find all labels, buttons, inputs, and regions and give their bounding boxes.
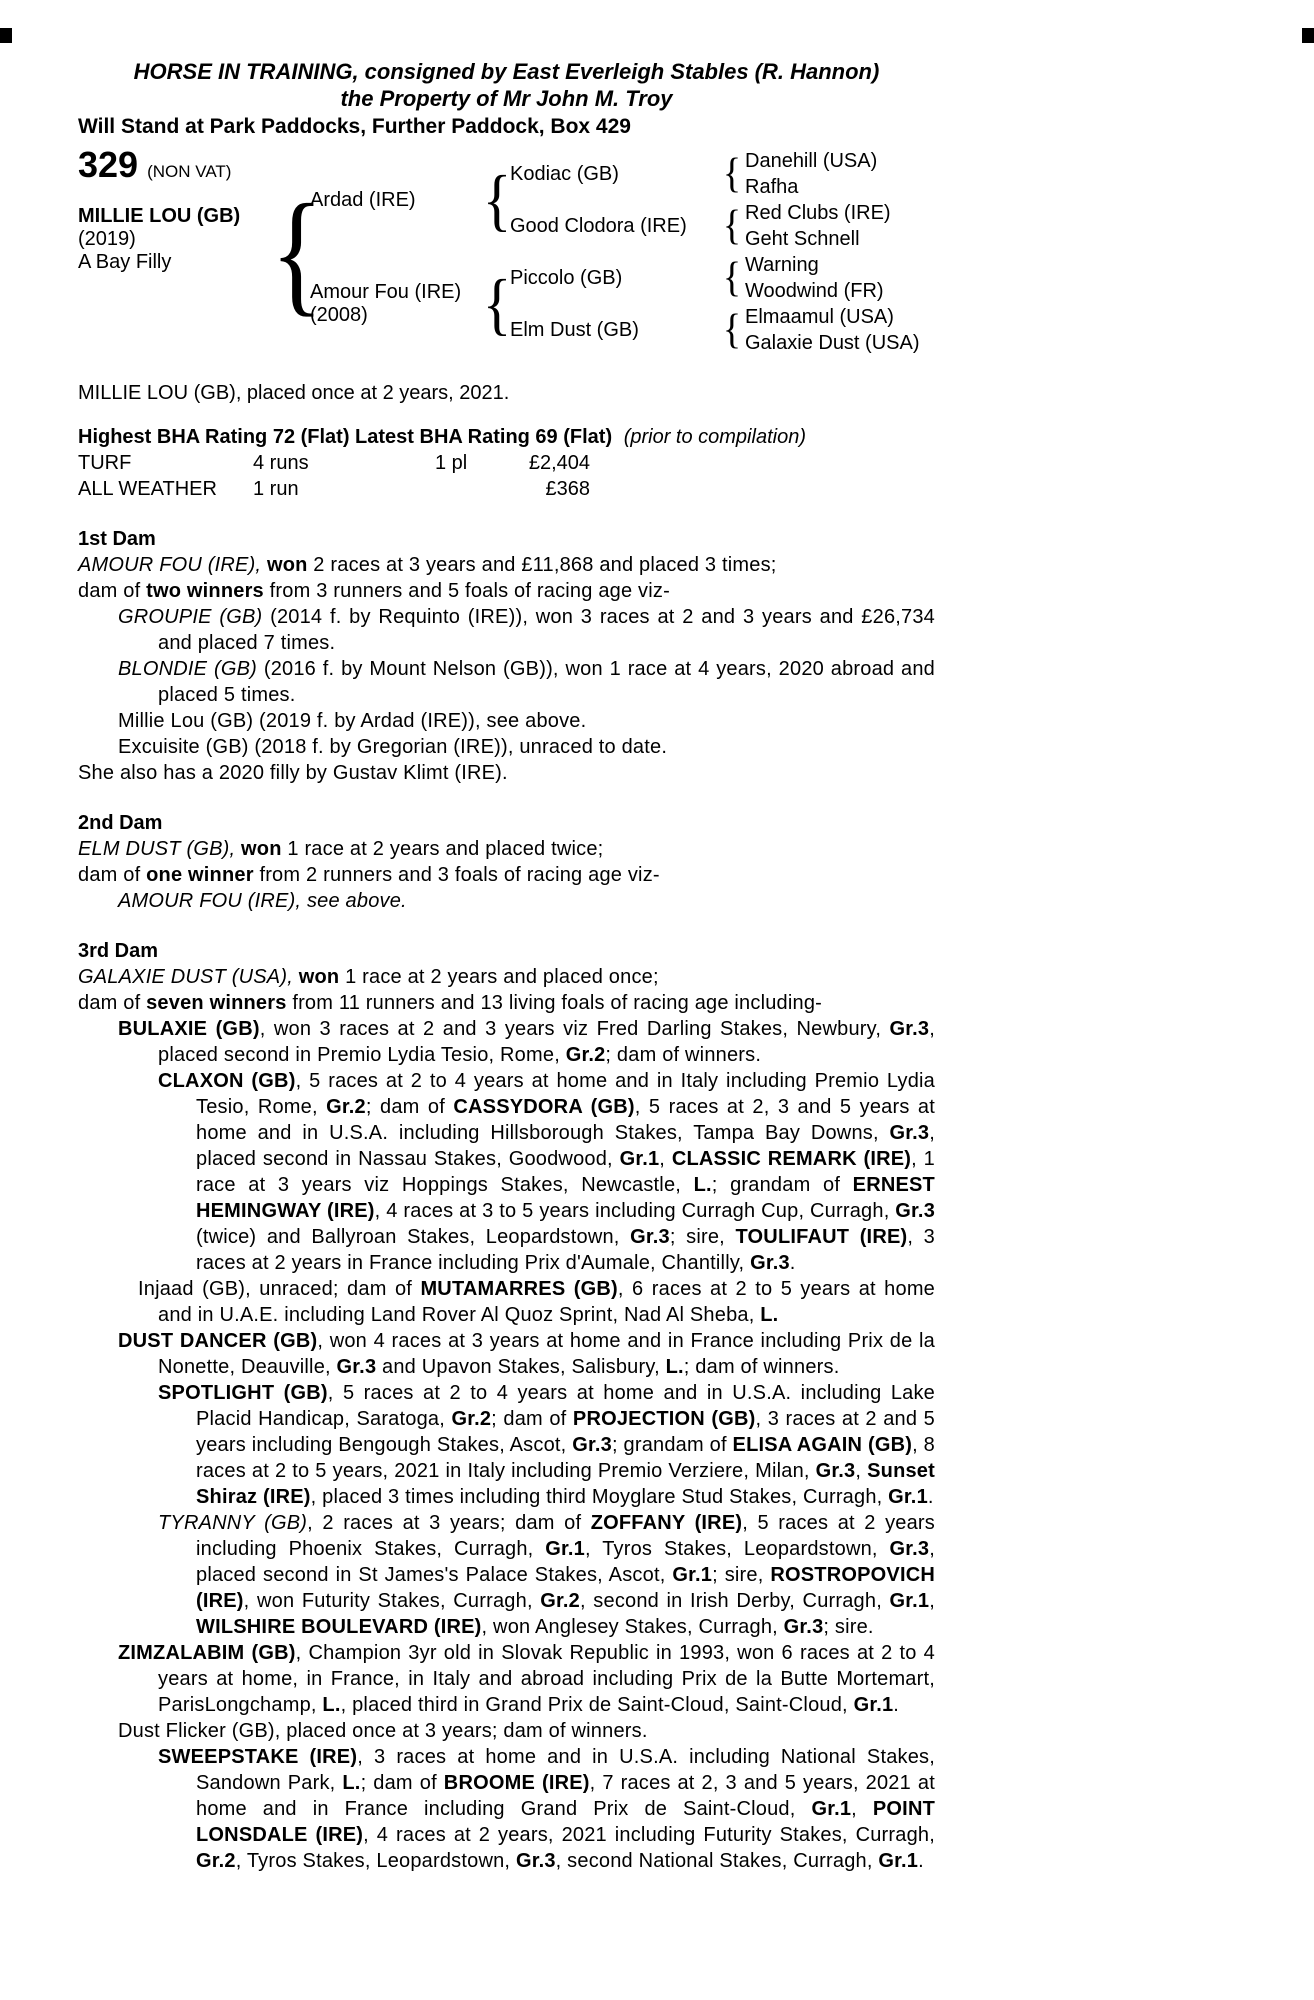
text-segment: Gr.2 (540, 1590, 580, 1612)
crop-mark-left (0, 28, 12, 43)
stand-location-line: Will Stand at Park Paddocks, Further Paddock, Box 429 (78, 115, 631, 138)
pedigree-paragraph (78, 964, 935, 990)
lot-vat-status: (NON VAT) (147, 162, 232, 181)
dam-sections (78, 526, 935, 1874)
pedigree-brace-sire: { (482, 162, 512, 238)
text-segment: ; sire, (669, 1226, 736, 1248)
text-segment: Gr.3 (336, 1356, 377, 1378)
dam-name: Amour Fou (IRE) (310, 281, 462, 303)
pedigree-gen2-name: Good Clodora (IRE) (510, 215, 687, 237)
text-segment: Gr.1 (672, 1564, 713, 1586)
text-segment: AMOUR FOU (IRE), (78, 554, 267, 576)
bha-rating-text: Highest BHA Rating 72 (Flat) Latest BHA Rating 69 (Flat) (78, 426, 613, 448)
pedigree-paragraph (78, 604, 935, 656)
text-segment: , 4 races at 2 years, 2021 including Futurity Stakes, Curragh, (363, 1824, 935, 1846)
text-segment: TOULIFAUT (IRE) (735, 1226, 908, 1248)
text-segment: won (298, 966, 340, 988)
text-segment: , 3 races at home and in U.S.A. including National Stakes, Sandown Park, (196, 1746, 936, 1794)
text-segment: ; grandam of (711, 1174, 853, 1196)
text-segment: BROOME (IRE) (443, 1772, 590, 1794)
dam-foaling-year: (2008) (310, 304, 368, 326)
text-segment: , 6 races at 2 to 5 years at home and in U.A.E. including Land Rover Al Quoz Sprint, Nad Al Sheba, (158, 1278, 936, 1326)
rating-note: (prior to compilation) (623, 426, 806, 448)
lot-block (78, 144, 284, 356)
pedigree-paragraph (78, 760, 935, 786)
text-segment: , 5 races at 2 years including Phoenix Stakes, Curragh, (196, 1512, 935, 1560)
text-segment: ROSTROPOVICH (IRE) (196, 1564, 935, 1612)
pedigree-gen2-name: Piccolo (GB) (510, 267, 623, 289)
crop-mark-right (1302, 28, 1314, 43)
pedigree-brace-gen3: { (722, 306, 742, 354)
dam-block (310, 252, 484, 356)
text-segment: . (789, 1252, 796, 1274)
text-segment: Injaad (GB), unraced; dam of (138, 1278, 421, 1300)
text-segment: POINT LONSDALE (IRE) (196, 1798, 936, 1846)
text-segment: ZIMZALABIM (GB) (118, 1642, 296, 1664)
pedigree-paragraph (78, 1016, 935, 1068)
text-segment: , placed second in Nassau Stakes, Goodwood, (196, 1122, 935, 1170)
text-segment: ZOFFANY (IRE) (590, 1512, 743, 1534)
text-segment: Gr.2 (326, 1096, 366, 1118)
foaling-year: (2019) (78, 228, 136, 250)
text-segment: GROUPIE (GB) (118, 606, 271, 628)
runs-value: 4 runs (253, 452, 309, 474)
text-segment: 1 race at 2 years and placed twice; (281, 838, 604, 860)
pedigree-gen3-name: Elmaamul (USA) (745, 306, 894, 328)
text-segment: , 2 races at 3 years; dam of (307, 1512, 591, 1534)
text-segment: ; sire. (823, 1616, 874, 1638)
text-segment: dam of (78, 992, 147, 1014)
text-segment: , Tyros Stakes, Leopardstown, (584, 1538, 890, 1560)
text-segment: Gr.3 (515, 1850, 556, 1872)
dam-section-heading: 2nd Dam (78, 812, 163, 834)
text-segment: WILSHIRE BOULEVARD (IRE) (196, 1616, 482, 1638)
text-segment: , won Anglesey Stakes, Curragh, (481, 1616, 784, 1638)
pedigree-paragraph (78, 1640, 935, 1718)
text-segment: Gr.3 (815, 1460, 856, 1482)
text-segment: , 4 races at 3 to 5 years including Curragh Cup, Curragh, (374, 1200, 896, 1222)
pedigree-gen2-name: Kodiac (GB) (510, 163, 619, 185)
pedigree-paragraph (78, 1328, 935, 1380)
text-segment: L. (665, 1356, 684, 1378)
text-segment: Gr.3 (630, 1226, 670, 1248)
lot-number: 329 (78, 144, 139, 185)
text-segment: L. (760, 1304, 779, 1326)
text-segment: , (929, 1590, 935, 1612)
text-segment: , (855, 1460, 868, 1482)
text-segment: MUTAMARRES (GB) (420, 1278, 618, 1300)
pedigree-paragraph (78, 990, 935, 1016)
pedigree-paragraph (78, 578, 935, 604)
pedigree-gen2-name: Elm Dust (GB) (510, 319, 639, 341)
pedigree-paragraph (78, 888, 935, 914)
text-segment: , 3 races at 2 years in France including Prix d'Aumale, Chantilly, (196, 1226, 936, 1274)
pedigree-paragraph (78, 836, 935, 862)
text-segment: , placed 3 times including third Moyglare Stud Stakes, Curragh, (310, 1486, 889, 1508)
text-segment: L. (322, 1694, 341, 1716)
runs-value: 1 run (253, 478, 299, 500)
text-segment: from 2 runners and 3 foals of racing age viz- (253, 864, 660, 886)
text-segment: , won 3 races at 2 and 3 years viz Fred Darling Stakes, Newbury, (259, 1018, 890, 1040)
text-segment: ; dam of (491, 1408, 573, 1430)
text-segment: CLAXON (GB) (158, 1070, 296, 1092)
pedigree-gen3-name: Warning (745, 254, 819, 276)
text-segment: , 7 races at 2, 3 and 5 years, 2021 at home and in France including Grand Prix de Saint-Cloud, (196, 1772, 935, 1820)
text-segment: Gr.2 (196, 1850, 236, 1872)
pedigree-gen3-name: Red Clubs (IRE) (745, 202, 891, 224)
text-segment: , 3 races at 2 and 5 years including Bengough Stakes, Ascot, (196, 1408, 935, 1456)
text-segment: 1 race at 2 years and placed once; (339, 966, 659, 988)
text-segment: , second in Irish Derby, Curragh, (579, 1590, 890, 1612)
text-segment: CLASSIC REMARK (IRE) (671, 1148, 912, 1170)
text-segment: L. (342, 1772, 361, 1794)
pedigree-paragraph (78, 1068, 935, 1276)
text-segment: from 3 runners and 5 foals of racing age viz- (263, 580, 670, 602)
text-segment: Dust Flicker (GB), placed once at 3 years; dam of winners. (118, 1720, 648, 1742)
horse-description: A Bay Filly (78, 251, 172, 273)
lot-header (78, 144, 284, 185)
pedigree-gen3-name: Rafha (745, 176, 799, 198)
pedigree-brace-gen3: { (722, 202, 742, 250)
text-segment: ; dam of (360, 1772, 444, 1794)
text-segment: , 5 races at 2 to 4 years at home and in U.S.A. including Lake Placid Handicap, Saratoga, (196, 1382, 935, 1430)
text-segment: won (266, 554, 308, 576)
text-segment: SWEEPSTAKE (IRE) (158, 1746, 358, 1768)
text-segment: dam of (78, 580, 147, 602)
text-segment: two winners (146, 580, 264, 602)
race-record-row-turf (78, 450, 935, 476)
pedigree-gen3-name: Geht Schnell (745, 228, 860, 250)
text-segment: , 5 races at 2, 3 and 5 years at home and in U.S.A. including Hillsborough Stakes, Tampa Bay Downs, (196, 1096, 935, 1144)
text-segment: Gr.2 (451, 1408, 492, 1430)
text-segment: TYRANNY (GB) (158, 1512, 308, 1534)
surface-label: ALL WEATHER (78, 478, 217, 500)
text-segment: ELM DUST (GB), (78, 838, 242, 860)
text-segment: Gr.1 (878, 1850, 919, 1872)
dam-section-heading: 1st Dam (78, 528, 156, 550)
text-segment: Gr.1 (889, 1590, 930, 1612)
text-segment: ; dam of winners. (605, 1044, 762, 1066)
text-segment: SPOTLIGHT (GB) (158, 1382, 328, 1404)
text-segment: BLONDIE (GB) (118, 658, 264, 680)
text-segment: Gr.1 (619, 1148, 660, 1170)
text-segment: She also has a 2020 filly by Gustav Klimt (IRE). (78, 762, 508, 784)
horse-name: MILLIE LOU (GB) (78, 205, 241, 227)
text-segment: , placed second in Premio Lydia Tesio, Rome, (158, 1018, 935, 1066)
pedigree-paragraph (78, 1380, 935, 1510)
text-segment: . (893, 1694, 900, 1716)
text-segment: ; dam of winners. (683, 1356, 840, 1378)
text-segment: one winner (146, 864, 254, 886)
text-segment: , (659, 1148, 672, 1170)
text-segment: ERNEST HEMINGWAY (IRE) (196, 1174, 935, 1222)
text-segment: PROJECTION (GB) (572, 1408, 756, 1430)
text-segment: , placed third in Grand Prix de Saint-Cloud, Saint-Cloud, (340, 1694, 854, 1716)
pedigree-paragraph (78, 1510, 935, 1640)
text-segment: Gr.3 (889, 1538, 930, 1560)
text-segment: ; grandam of (611, 1434, 733, 1456)
text-segment: Gr.3 (889, 1018, 930, 1040)
text-segment: Gr.3 (572, 1434, 612, 1456)
text-segment: Gr.1 (853, 1694, 894, 1716)
text-segment: , 1 race at 3 years viz Hoppings Stakes, Newcastle, (196, 1148, 935, 1196)
pedigree-paragraph (78, 862, 935, 888)
text-segment: , 8 races at 2 to 5 years, 2021 in Italy including Premio Verziere, Milan, (196, 1434, 935, 1482)
text-segment: Millie Lou (GB) (2019 f. by Ardad (IRE)), see above. (118, 710, 587, 732)
text-segment: and Upavon Stakes, Salisbury, (376, 1356, 666, 1378)
bha-rating-line (78, 424, 935, 450)
text-segment: (2014 f. by Requinto (IRE)), won 3 races at 2 and 3 years and £26,734 and placed 7 times. (158, 606, 935, 654)
pedigree-paragraph (78, 1718, 935, 1744)
dam-section-heading: 3rd Dam (78, 940, 159, 962)
pedigree-brace-dam: { (482, 266, 512, 342)
owner-line: the Property of Mr John M. Troy (340, 86, 673, 111)
pedigree-paragraph (78, 1276, 935, 1328)
pedigree-table (78, 144, 935, 356)
pedigree-gen3-name: Galaxie Dust (USA) (745, 332, 920, 354)
text-segment: Gr.1 (888, 1486, 928, 1508)
pedigree-paragraph (78, 734, 935, 760)
text-segment: Sunset Shiraz (IRE) (196, 1460, 935, 1508)
text-segment: seven winners (146, 992, 287, 1014)
surface-label: TURF (78, 452, 132, 474)
text-segment: , Tyros Stakes, Leopardstown, (235, 1850, 516, 1872)
earnings-value: £2,404 (528, 452, 590, 474)
text-segment: . (918, 1850, 924, 1872)
text-segment: 2 races at 3 years and £11,868 and placed 3 times; (307, 554, 777, 576)
text-segment: ELISA AGAIN (GB) (732, 1434, 913, 1456)
race-record-row-aw (78, 476, 935, 502)
text-segment: , (851, 1798, 873, 1820)
text-segment: Gr.2 (565, 1044, 606, 1066)
catalog-page (78, 58, 935, 1874)
text-segment: dam of (78, 864, 147, 886)
race-record-summary: MILLIE LOU (GB), placed once at 2 years, 2021. (78, 382, 510, 404)
text-segment: , 5 races at 2 to 4 years at home and in Italy including Premio Lydia Tesio, Rome, (196, 1070, 935, 1118)
text-segment: (twice) and Ballyroan Stakes, Leopardstown, (196, 1226, 631, 1248)
text-segment: DUST DANCER (GB) (118, 1330, 318, 1352)
pedigree-brace-gen3: { (722, 254, 742, 302)
text-segment: Gr.1 (811, 1798, 852, 1820)
pedigree-paragraph (78, 708, 935, 734)
places-value: 1 pl (435, 452, 468, 474)
pedigree-paragraph (78, 656, 935, 708)
pedigree-gen3-name: Danehill (USA) (745, 150, 878, 172)
text-segment: Gr.3 (750, 1252, 790, 1274)
text-segment: Gr.3 (895, 1200, 936, 1222)
text-segment: ; sire, (712, 1564, 771, 1586)
text-segment: L. (693, 1174, 712, 1196)
text-segment: Gr.3 (889, 1122, 930, 1144)
sire-name: Ardad (IRE) (310, 189, 416, 211)
consignor-header (78, 58, 935, 112)
pedigree-brace-gen3: { (722, 150, 742, 198)
places-value (435, 476, 515, 502)
text-segment: (2016 f. by Mount Nelson (GB)), won 1 race at 4 years, 2020 abroad and placed 5 times. (158, 658, 936, 706)
text-segment: ; dam of (365, 1096, 454, 1118)
pedigree-brace-gen1: { (270, 175, 324, 329)
text-segment: Gr.3 (783, 1616, 824, 1638)
text-segment: won (241, 838, 282, 860)
text-segment: , placed second in St James's Palace Stakes, Ascot, (196, 1538, 935, 1586)
text-segment: AMOUR FOU (IRE), see above. (118, 890, 407, 912)
text-segment: GALAXIE DUST (USA), (78, 966, 299, 988)
pedigree-paragraph (78, 552, 935, 578)
text-segment: Excuisite (GB) (2018 f. by Gregorian (IRE)), unraced to date. (118, 736, 668, 758)
consignor-line: HORSE IN TRAINING, consigned by East Everleigh Stables (R. Hannon) (133, 59, 880, 84)
earnings-value: £368 (545, 478, 590, 500)
text-segment: . (927, 1486, 934, 1508)
pedigree-gen3-name: Woodwind (FR) (745, 280, 884, 302)
text-segment: , won Futurity Stakes, Curragh, (243, 1590, 541, 1612)
text-segment: BULAXIE (GB) (118, 1018, 260, 1040)
text-segment: , Champion 3yr old in Slovak Republic in 1993, won 6 races at 2 to 4 years at home, in France, in Italy and abroad including Prix de la Butte Mortemart, ParisLongchamp, (158, 1642, 936, 1716)
text-segment: , won 4 races at 3 years at home and in France including Prix de la Nonette, Deauville, (158, 1330, 935, 1378)
text-segment: , second National Stakes, Curragh, (555, 1850, 879, 1872)
text-segment: from 11 runners and 13 living foals of racing age including- (286, 992, 823, 1014)
pedigree-paragraph (78, 1744, 935, 1874)
text-segment: Gr.1 (545, 1538, 585, 1560)
text-segment: CASSYDORA (GB) (453, 1096, 635, 1118)
